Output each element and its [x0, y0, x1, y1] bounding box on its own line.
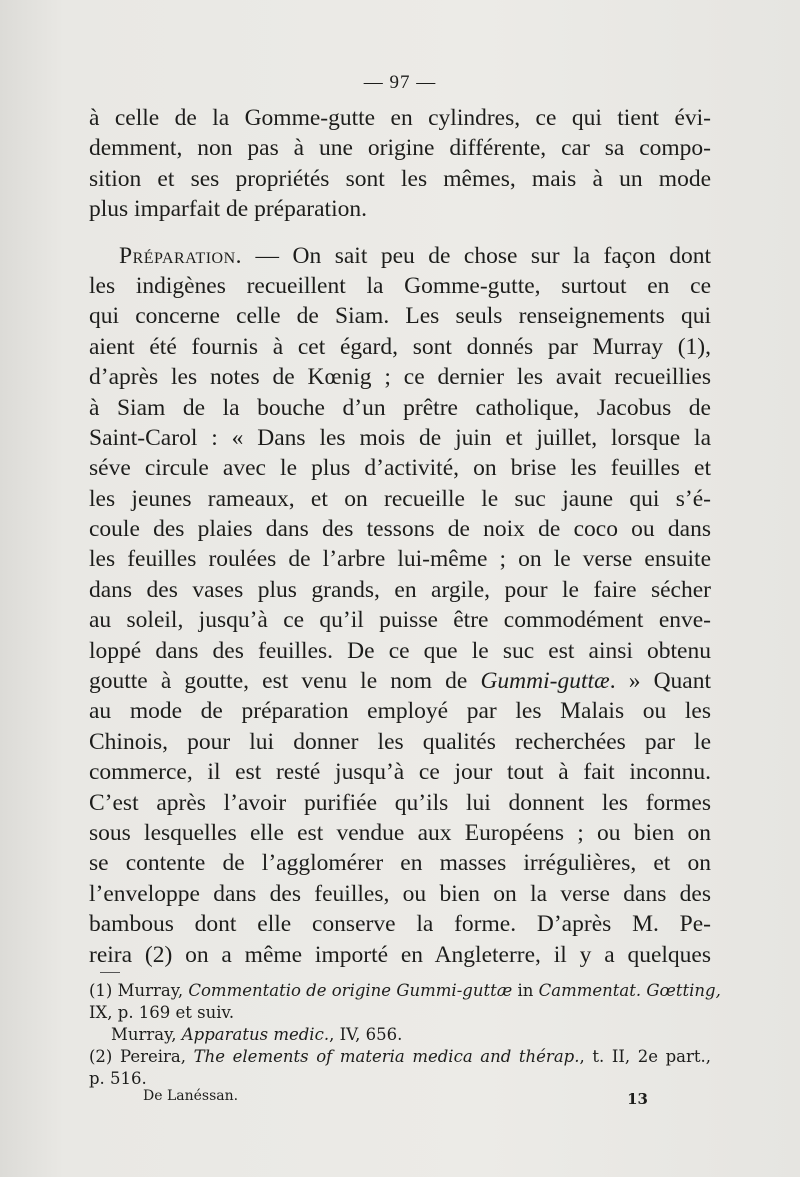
text-line: à celle de la Gomme-gutte en cylindres, ce qui tient évi- [89, 105, 711, 131]
note-text: in [512, 981, 539, 1000]
text-line: Saint-Carol : « Dans les mois de juin et juillet, lorsque la [89, 424, 711, 451]
footnote-line [89, 1046, 711, 1068]
note-text: Murray, [111, 1025, 182, 1044]
text-line: coule des plaies dans des tessons de noix de coco ou dans [89, 516, 711, 543]
note-title: Commentatio de origine Gummi-guttæ [188, 981, 513, 1000]
text-line: les indigènes recueillent la Gomme-gutte, surtout en ce [89, 272, 711, 299]
text-line: séve circule avec le plus d’activité, on brise les feuilles et [89, 455, 711, 482]
text-line: aient été fournis à cet égard, sont donnés par Murray (1), [89, 333, 711, 360]
footnote-line: p. 516. [89, 1069, 147, 1088]
text-line: dans des vases plus grands, en argile, pour le faire sécher [89, 576, 711, 603]
footnote-line: IX, p. 169 et suiv. [89, 1003, 235, 1022]
text-line: se contente de l’agglomérer en masses irrégulières, et on [89, 850, 711, 877]
footnote-line [89, 980, 721, 1002]
text-fragment: . » Quant [609, 668, 711, 695]
footnote-line [89, 1024, 711, 1046]
text-line: l’enveloppe dans des feuilles, ou bien on la verse dans des [89, 880, 711, 907]
footnote-rule [100, 972, 120, 973]
italic-term: Gummi-guttæ [480, 668, 610, 695]
note-text: , t. II, 2e part., [579, 1047, 711, 1066]
text-line: C’est après l’avoir purifiée qu’ils lui donnent les formes [89, 789, 711, 816]
text-line: qui concerne celle de Siam. Les seuls renseignements qui [89, 303, 711, 330]
text-line: d’après les notes de Kœnig ; ce dernier les avait recueillies [89, 364, 711, 391]
signature: De Lanéssan. [143, 1088, 239, 1104]
text-line: à Siam de la bouche d’un prêtre catholique, Jacobus de [89, 394, 711, 421]
body-text [89, 103, 711, 970]
text-fragment: goutte à goutte, est venu le nom de [89, 668, 468, 695]
text-line: commerce, il est resté jusqu’à ce jour tout à fait inconnu. [89, 759, 711, 786]
text-line: loppé dans des feuilles. De ce que le suc est ainsi obtenu [89, 637, 711, 664]
note-title: The elements of materia medica and thérap. [193, 1047, 580, 1066]
text-line: Chinois, pour lui donner les qualités recherchées par le [89, 728, 711, 755]
signature-mark: 13 [627, 1090, 648, 1108]
text-line: au soleil, jusqu’à ce qu’il puisse être commodément enve- [89, 607, 711, 634]
text-line: sition et ses propriétés sont les mêmes, mais à un mode [89, 165, 711, 192]
note-text: (1) Murray, [89, 981, 189, 1000]
section-heading: Préparation. [119, 242, 243, 269]
text-line: sous lesquelles elle est vendue aux Européens ; ou bien on [89, 819, 711, 846]
note-text: (2) Pereira, [89, 1047, 194, 1066]
text-line-with-heading [89, 241, 711, 271]
text-fragment: — On sait peu de chose sur la façon dont [255, 242, 711, 269]
text-line: les jeunes rameaux, et on recueille le suc jaune qui s’é- [89, 485, 711, 512]
text-line-with-term [89, 666, 711, 696]
text-line: reira (2) on a même importé en Angleterre, il y a quelques [89, 941, 711, 968]
note-text: , IV, 656. [329, 1025, 403, 1044]
text-line: demment, non pas à une origine différente, car sa compo- [89, 135, 711, 162]
text-line: les feuilles roulées de l’arbre lui-même ; on le verse ensuite [89, 546, 711, 573]
text-line: bambous dont elle conserve la forme. D’après M. Pe- [89, 911, 711, 938]
note-title: Apparatus medic. [181, 1025, 330, 1044]
page-number: — 97 — [363, 72, 437, 93]
text-line: au mode de préparation employé par les Malais ou les [89, 698, 711, 725]
footnotes [89, 980, 721, 1090]
text-line: plus imparfait de préparation. [89, 196, 367, 223]
note-title: Cammentat. Gœtting, [538, 981, 721, 1000]
